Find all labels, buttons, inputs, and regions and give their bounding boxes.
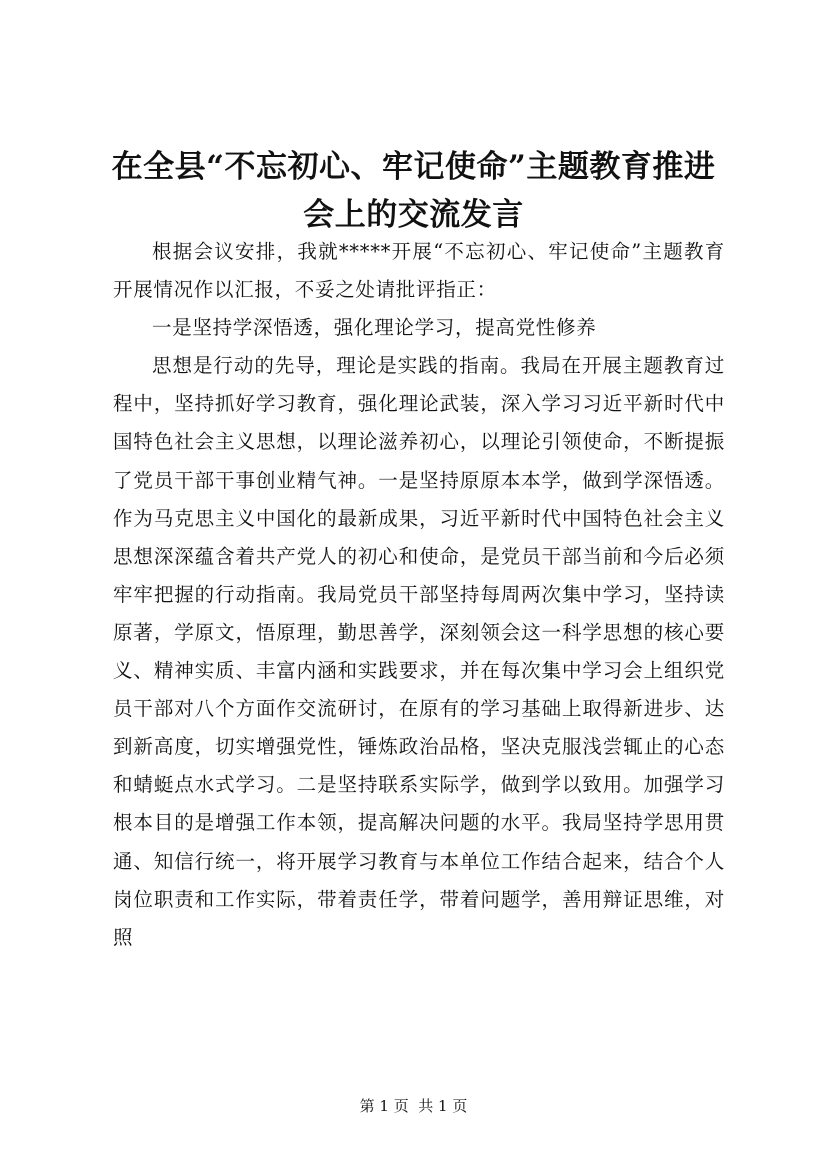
page-footer <box>0 1096 827 1116</box>
document-body <box>113 233 725 957</box>
intro-paragraph: 根据会议安排，我就*****开展“不忘初心、牢记使命”主题教育开展情况作以汇报，不妥之处请批评指正： <box>113 240 725 302</box>
page-number: 第 1 页 共 1 页 <box>359 1097 468 1115</box>
body-paragraph: 思想是行动的先导，理论是实践的指南。我局在开展主题教育过程中，坚持抓好学习教育，强化理论武装，深入学习习近平新时代中国特色社会主义思想，以理论滋养初心，以理论引领使命，不断提振了党员干部干事创业精气神。一是坚持原原本本学，做到学深悟透。作为马克思主义中国化的最新成果，习近平新时代中国特色社会主义思想深深蕴含着共产党人的初心和使命，是党员干部当前和今后必须牢牢把握的行动指南。我局党员干部坚持每周两次集中学习，坚持读原著，学原文，悟原理，勤思善学，深刻领会这一科学思想的核心要义、精神实质、丰富内涵和实践要求，并在每次集中学习会上组织党员干部对八个方面作交流研讨，在原有的学习基础上取得新进步、达到新高度，切实增强党性，锤炼政治品格，坚决克服浅尝辄止的心态和蜻蜓点水式学习。二是坚持联系实际学，做到学以致用。加强学习根本目的是增强工作本领，提高解决问题的水平。我局坚持学思用贯通、知信行统一，将开展学习教育与本单位工作结合起来，结合个人岗位职责和工作实际，带着责任学，带着问题学，善用辩证思维，对照 <box>113 354 725 949</box>
section-heading: 一是坚持学深悟透，强化理论学习，提高党性修养 <box>152 316 597 340</box>
document-title: 在全县“不忘初心、牢记使命”主题教育推进会上的交流发言 <box>111 149 716 233</box>
